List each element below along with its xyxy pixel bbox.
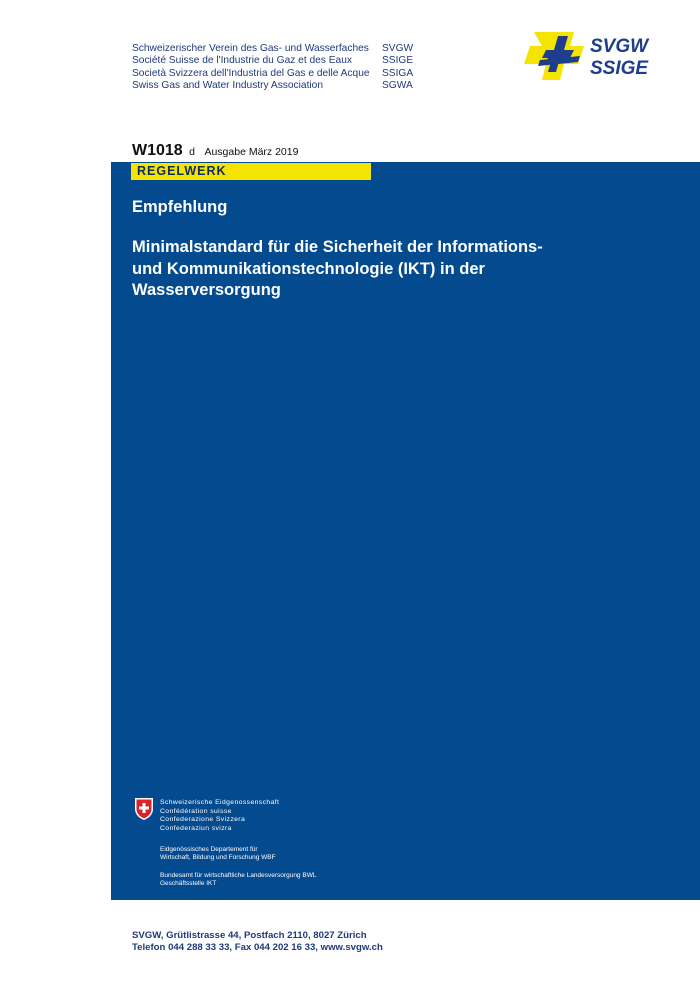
footer-address: SVGW, Grütlistrasse 44, Postfach 2110, 8027 Zürich <box>132 930 367 941</box>
association-name: Swiss Gas and Water Industry Association <box>132 80 323 92</box>
federal-office <box>160 872 316 889</box>
document-code-line <box>132 142 298 160</box>
office-line: Geschäftsstelle IKT <box>160 880 217 888</box>
association-abbr: SSIGE <box>382 55 414 67</box>
document-type: Empfehlung <box>132 198 228 216</box>
logo-text-line1: SVGW <box>590 36 649 57</box>
document-title-line: und Kommunikationstechnologie (IKT) in der <box>132 259 485 278</box>
association-abbr: SVGW <box>382 43 414 54</box>
association-names <box>132 43 413 93</box>
federal-department <box>160 846 276 863</box>
association-row-sgwa <box>132 80 413 92</box>
office-line: Bundesamt für wirtschaftliche Landesversorgung BWL <box>160 872 317 879</box>
footer-phone-web: Telefon 044 288 33 33, Fax 044 202 16 33, www.svgw.ch <box>132 941 383 953</box>
association-abbr: SSIGA <box>382 67 414 79</box>
confederation-name: Schweizerische Eidgenossenschaft <box>160 799 280 806</box>
association-abbr: SGWA <box>382 80 413 92</box>
association-name: Società Svizzera dell'Industria del Gas e delle Acque <box>132 67 370 79</box>
swiss-crest-icon <box>134 797 154 821</box>
document-title-line: Minimalstandard für die Sicherheit der Informations- <box>132 238 543 256</box>
svgw-logo <box>520 26 660 82</box>
association-row-ssige <box>132 55 413 67</box>
confederation-name: Confédération suisse <box>160 807 232 815</box>
document-edition: Ausgabe März 2019 <box>204 146 299 158</box>
series-label: REGELWERK <box>137 164 227 178</box>
document-title <box>132 237 612 302</box>
logo-text-line2: SSIGE <box>590 58 649 79</box>
association-name: Schweizerischer Verein des Gas- und Wasserfaches <box>132 43 369 54</box>
confederation-name: Confederazione Svizzera <box>160 816 246 824</box>
association-name: Société Suisse de l'Industrie du Gaz et des Eaux <box>132 55 352 67</box>
document-language: d <box>189 146 195 158</box>
department-line: Wirtschaft, Bildung und Forschung WBF <box>160 854 276 862</box>
series-label-bar <box>131 163 371 180</box>
document-code: W1018 <box>132 142 183 159</box>
document-title-line: Wasserversorgung <box>132 281 281 299</box>
association-row-ssiga <box>132 68 413 80</box>
department-line: Eidgenössisches Departement für <box>160 846 258 853</box>
footer-contact <box>132 930 383 953</box>
confederation-names <box>160 799 279 833</box>
association-row-svgw <box>132 43 413 55</box>
confederation-name: Confederaziun svizra <box>160 824 232 832</box>
